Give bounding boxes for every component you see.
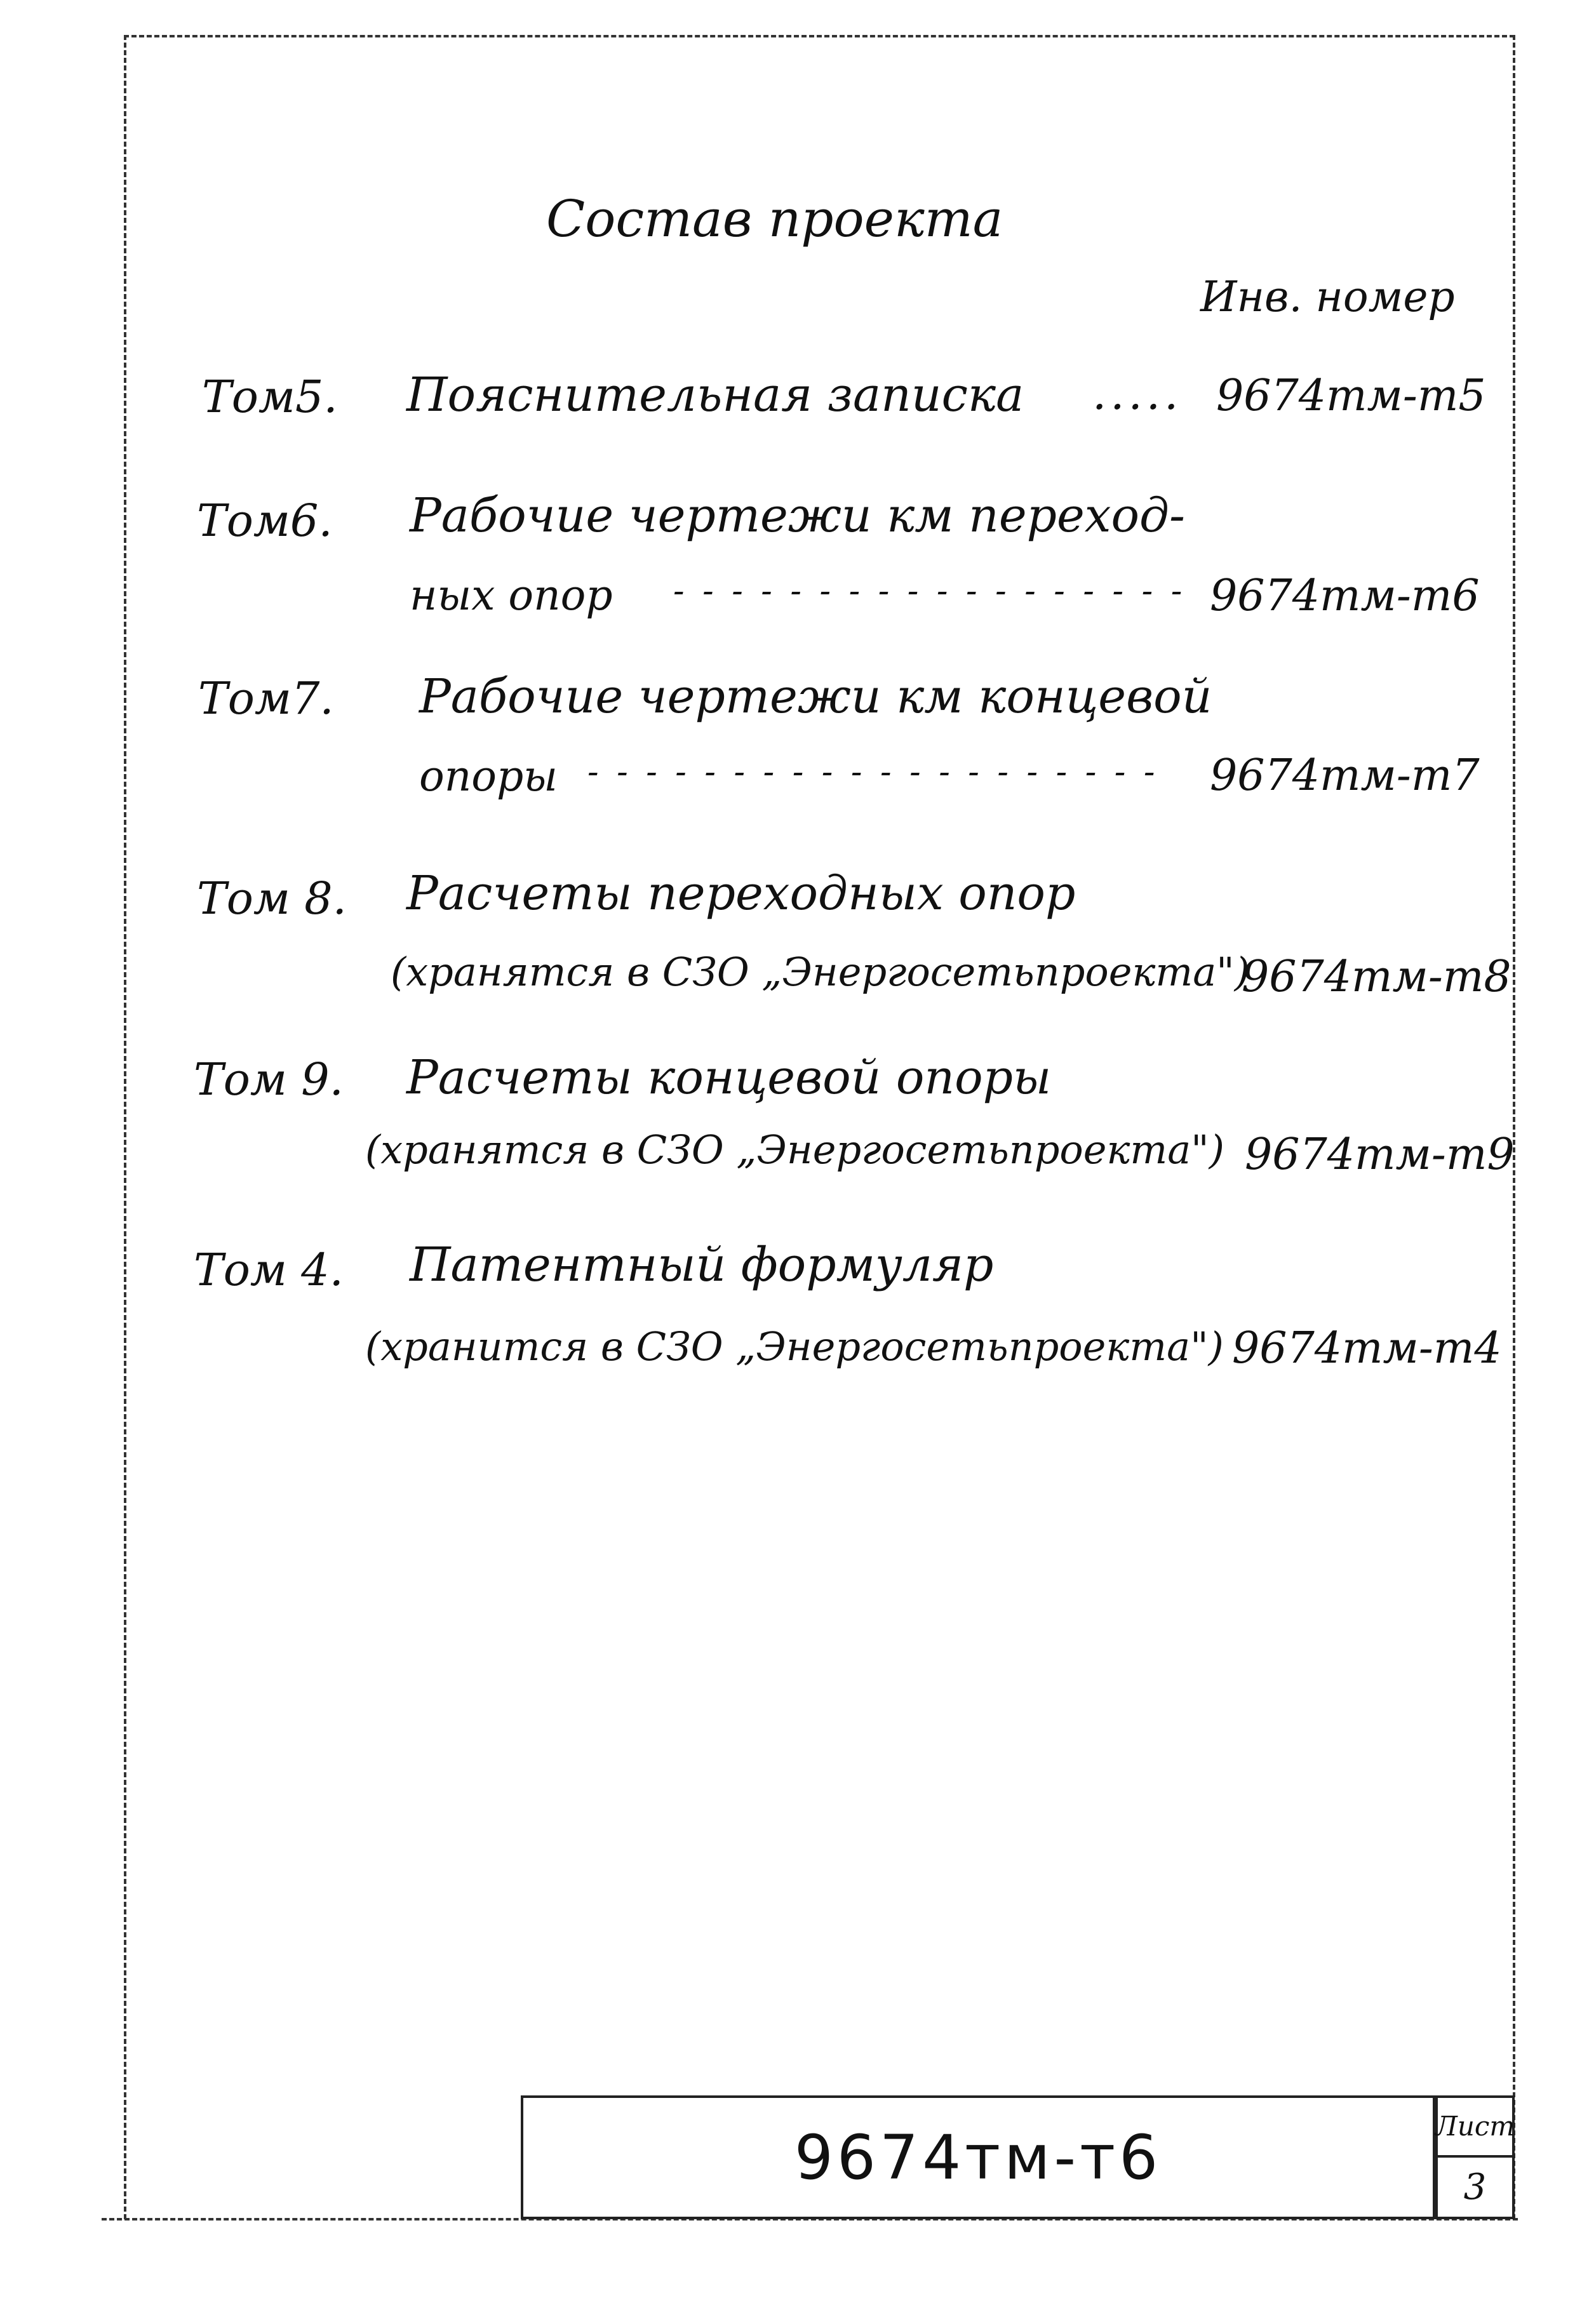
volume-label: Том 4.	[194, 1244, 344, 1296]
inventory-header: Инв. номер	[1200, 272, 1455, 321]
volume-code: 9674тм-т4	[1232, 1323, 1502, 1373]
title-block-stamp	[521, 2095, 1435, 2219]
leader-dots: .....	[1092, 368, 1183, 420]
frame-top-border	[124, 35, 1515, 37]
sheet-number-box	[1435, 2095, 1515, 2219]
volume-title: Расчеты переходных опор	[406, 866, 1076, 921]
document-title: Состав проекта	[546, 189, 1003, 248]
volume-label: Том6.	[197, 495, 333, 547]
volume-storage-note: (хранятся в СЗО „Энергосетьпроекта")	[391, 949, 1250, 995]
stamp-document-code: 9674тм-т6	[794, 2121, 1162, 2193]
volume-label: Том5.	[202, 371, 338, 423]
volume-code: 9674тм-т6	[1210, 571, 1480, 621]
volume-label: Том7.	[198, 672, 334, 725]
volume-code: 9674тм-т8	[1242, 952, 1511, 1002]
volume-title: Рабочие чертежи км концевой	[419, 669, 1212, 724]
volume-title: Рабочие чертежи км переход-	[410, 488, 1185, 543]
volume-storage-note: (хранится в СЗО „Энергосетьпроекта")	[365, 1323, 1224, 1370]
leader-dots: - - - - - - - - - - - - - - - - - -	[673, 572, 1186, 610]
sheet-number: 3	[1463, 2166, 1487, 2208]
volume-code: 9674тм-т9	[1245, 1130, 1515, 1180]
volume-label: Том 9.	[194, 1053, 344, 1105]
frame-right-border	[1513, 35, 1515, 2219]
volume-title: Расчеты концевой опоры	[406, 1050, 1052, 1105]
volume-title-cont: ных опор	[410, 571, 613, 620]
volume-code: 9674тм-т5	[1216, 371, 1486, 421]
volume-storage-note: (хранятся в СЗО „Энергосетьпроекта")	[365, 1126, 1224, 1173]
volume-title-cont: опоры	[419, 752, 558, 801]
volume-code: 9674тм-т7	[1210, 751, 1480, 801]
leader-dots: - - - - - - - - - - - - - - - - - - - -	[587, 753, 1159, 791]
frame-left-border	[124, 35, 126, 2219]
sheet-label: Лист	[1438, 2098, 1512, 2158]
volume-title: Патентный формуляр	[410, 1238, 994, 1292]
volume-title: Пояснительная записка	[406, 368, 1024, 422]
volume-label: Том 8.	[197, 872, 347, 925]
